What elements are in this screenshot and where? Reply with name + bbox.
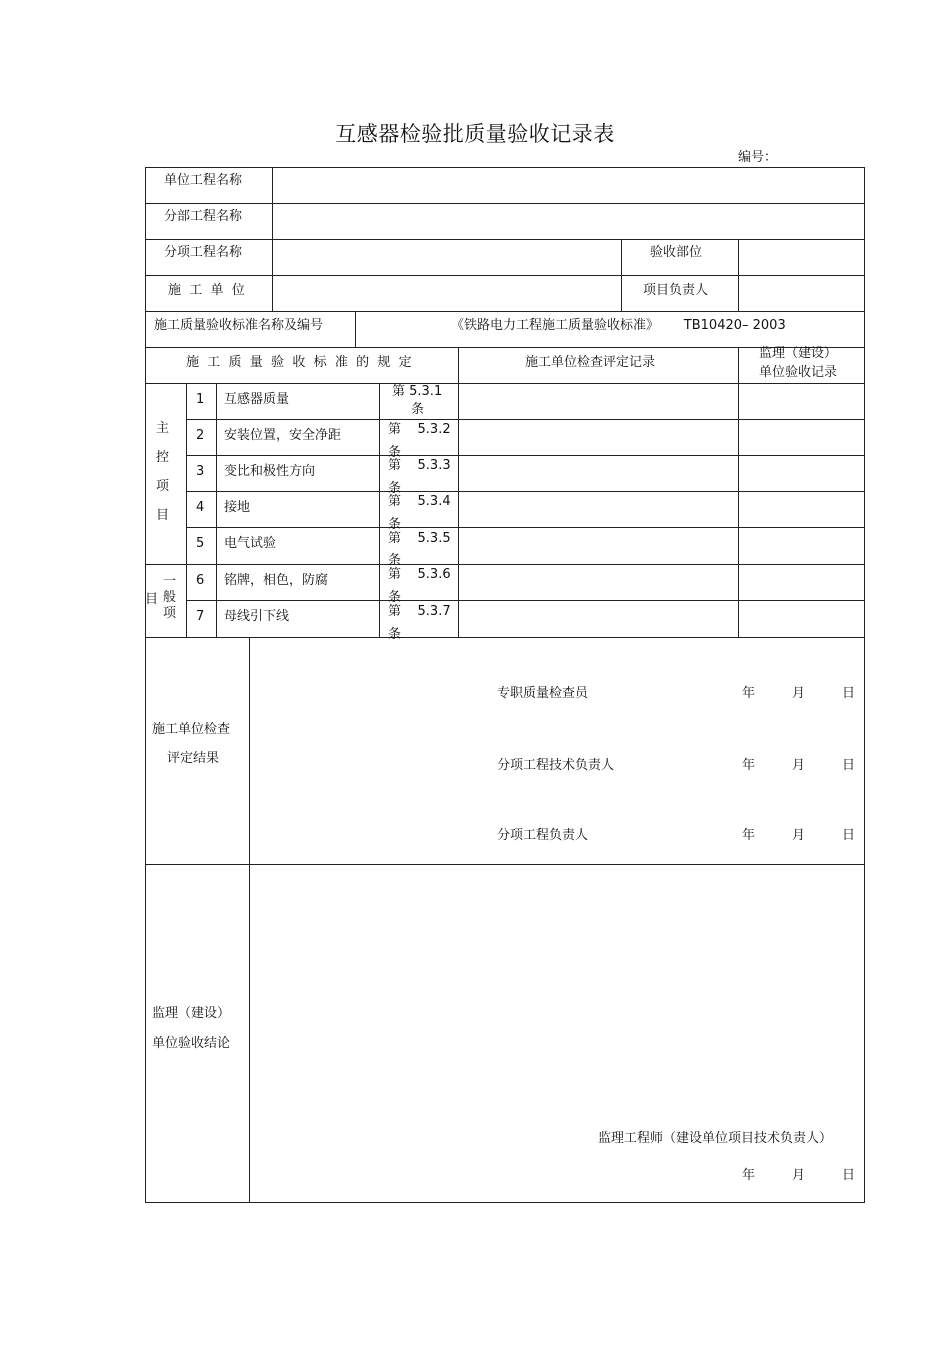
- general-group-char-4: 目: [145, 592, 159, 607]
- item-no: 3: [196, 464, 205, 479]
- construction-record-column-header: 施工单位检查评定记录: [525, 355, 656, 370]
- division-project-label: 分部工程名称: [164, 209, 243, 224]
- item-name: 互感器质量: [224, 392, 290, 407]
- date-month: 月: [792, 758, 806, 773]
- item-clause-suffix: 条: [411, 402, 425, 417]
- main-group-char-1: 主: [156, 421, 170, 436]
- date-day: 日: [842, 686, 856, 701]
- subitem-project-label: 分项工程名称: [164, 245, 243, 260]
- date-year: 年: [742, 1168, 756, 1183]
- item-clause: 第 5.3.5: [388, 531, 451, 546]
- supervision-record-header-line2: 单位验收记录: [758, 365, 837, 380]
- item-clause-suffix: 条: [388, 627, 402, 642]
- item-clause: 第 5.3.4: [388, 494, 451, 509]
- date-month: 月: [792, 1168, 806, 1183]
- item-clause: 第 5.3.6: [388, 567, 451, 582]
- standard-label: 施工质量验收标准名称及编号: [154, 318, 324, 333]
- item-clause-suffix: 条: [388, 481, 402, 496]
- construction-result-label-line1: 施工单位检查: [152, 722, 231, 737]
- item-no: 6: [196, 573, 205, 588]
- item-name: 电气试验: [224, 536, 277, 551]
- item-clause-suffix: 条: [388, 590, 402, 605]
- date-month: 月: [792, 686, 806, 701]
- signer-technical-lead: 分项工程技术负责人: [497, 758, 615, 773]
- regulation-column-header: 施 工 质 量 验 收 标 准 的 规 定: [186, 355, 412, 370]
- item-clause: 第 5.3.1: [392, 384, 443, 399]
- item-no: 7: [196, 609, 205, 624]
- item-clause-suffix: 条: [388, 553, 402, 568]
- item-no: 4: [196, 500, 205, 515]
- date-year: 年: [742, 828, 756, 843]
- signer-subitem-manager: 分项工程负责人: [497, 828, 589, 843]
- page-title: 互感器检验批质量验收记录表: [335, 122, 615, 146]
- item-clause: 第 5.3.3: [388, 458, 451, 473]
- main-group-char-4: 目: [156, 508, 170, 523]
- item-clause-suffix: 条: [388, 445, 402, 460]
- item-no: 2: [196, 428, 205, 443]
- item-name: 铭牌，相色，防腐: [224, 573, 329, 588]
- general-group-char-2: 般: [163, 590, 177, 605]
- item-name: 变比和极性方向: [224, 464, 316, 479]
- construction-unit-label: 施 工 单 位: [168, 283, 245, 298]
- main-group-char-2: 控: [156, 450, 170, 465]
- main-group-char-3: 项: [156, 479, 170, 494]
- item-clause: 第 5.3.2: [388, 422, 451, 437]
- standard-value: 《铁路电力工程施工质量验收标准》 TB10420– 2003: [451, 318, 786, 333]
- item-name: 母线引下线: [224, 609, 290, 624]
- item-no: 5: [196, 536, 205, 551]
- date-month: 月: [792, 828, 806, 843]
- accept-location-label: 验收部位: [650, 245, 703, 260]
- construction-result-label-line2: 评定结果: [167, 751, 220, 766]
- project-manager-label: 项目负责人: [643, 283, 709, 298]
- unit-project-label: 单位工程名称: [164, 173, 243, 188]
- item-no: 1: [196, 392, 205, 407]
- date-day: 日: [842, 828, 856, 843]
- date-year: 年: [742, 686, 756, 701]
- date-year: 年: [742, 758, 756, 773]
- number-label: 编号：: [738, 150, 778, 165]
- item-name: 安装位置，安全净距: [224, 428, 342, 443]
- supervision-result-label-line2: 单位验收结论: [152, 1036, 231, 1051]
- date-day: 日: [842, 1168, 856, 1183]
- item-clause-suffix: 条: [388, 517, 402, 532]
- signer-supervision-engineer: 监理工程师（建设单位项目技术负责人）: [598, 1131, 833, 1146]
- signer-quality-inspector: 专职质量检查员: [497, 686, 589, 701]
- date-day: 日: [842, 758, 856, 773]
- general-group-char-1: 一: [163, 574, 177, 589]
- item-name: 接地: [224, 500, 251, 515]
- supervision-record-header-line1: 监理（建设）: [758, 346, 837, 361]
- supervision-result-label-line1: 监理（建设）: [152, 1006, 231, 1021]
- general-group-char-3: 项: [163, 606, 177, 621]
- item-clause: 第 5.3.7: [388, 604, 451, 619]
